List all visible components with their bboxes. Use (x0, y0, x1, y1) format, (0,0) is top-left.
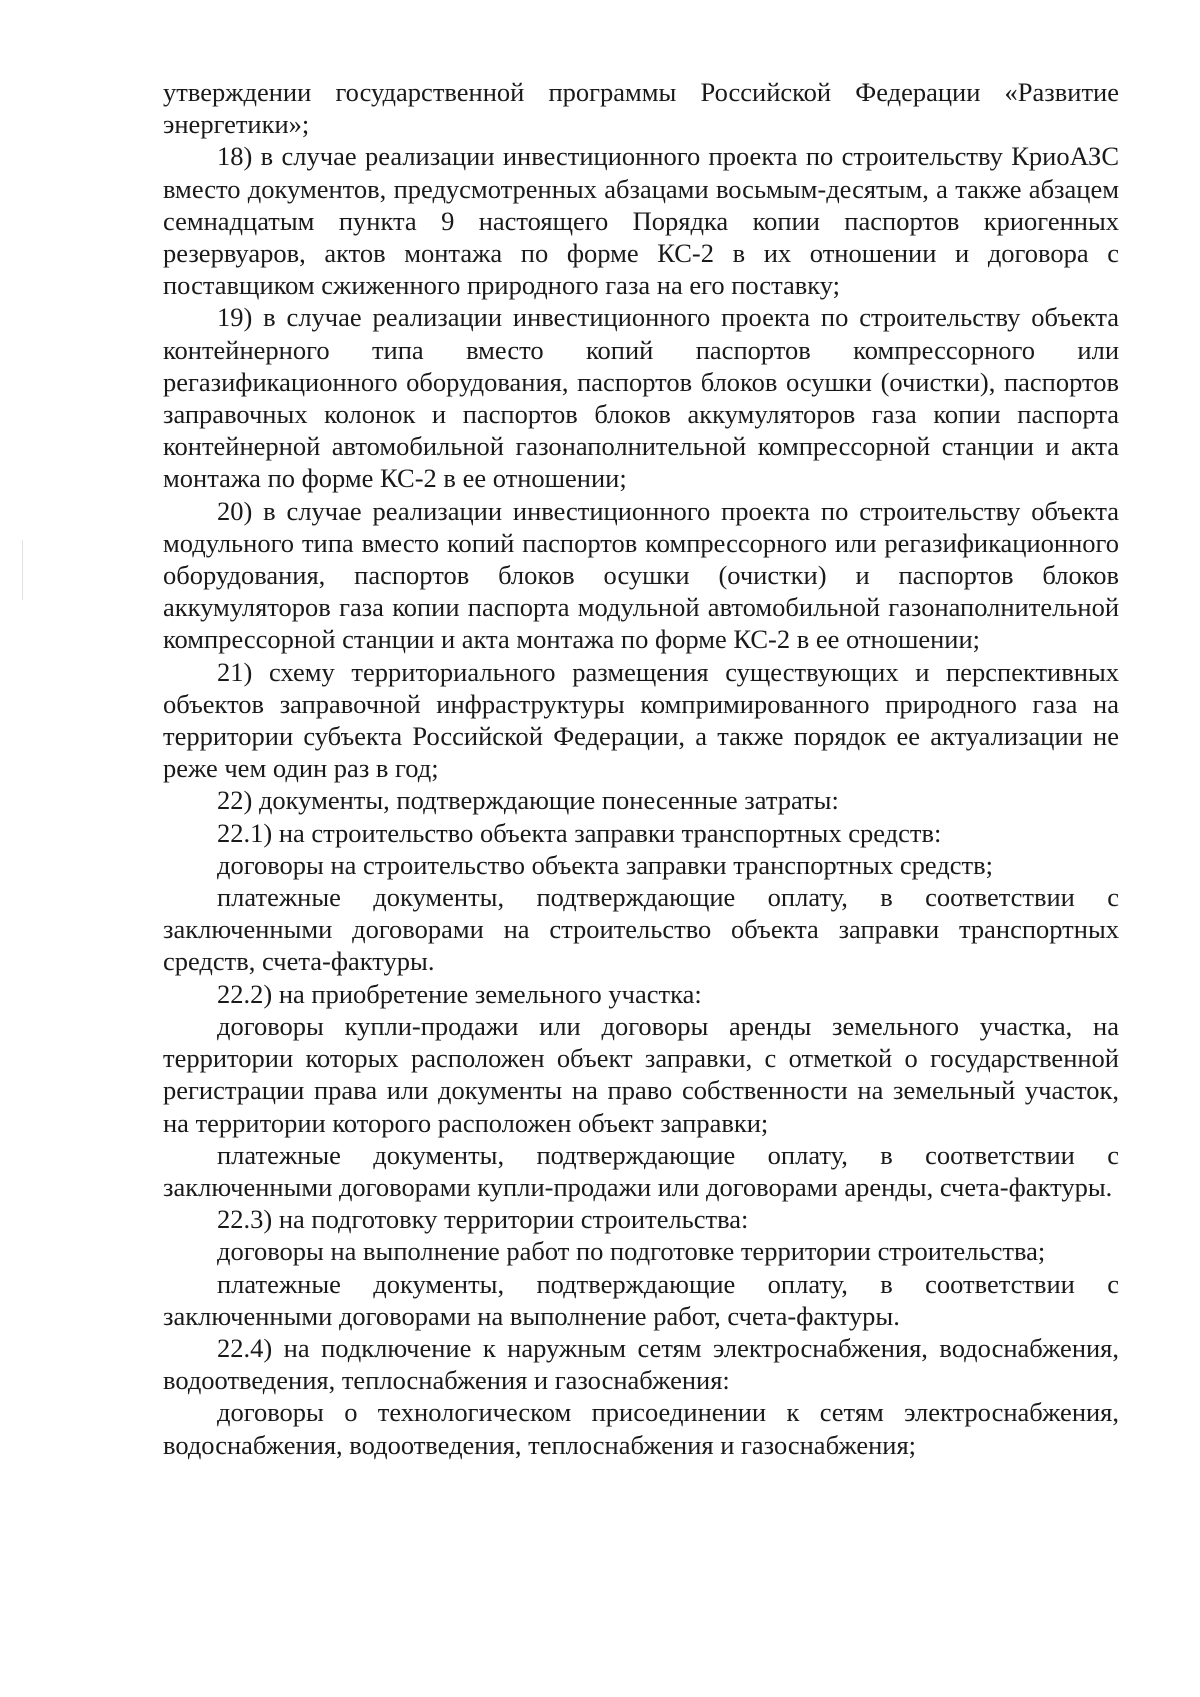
paragraph-item-22: 22) документы, подтверждающие понесенные затраты: (217, 785, 839, 816)
paragraph-item-18: 18) в случае реализации инвестиционного проекта по строительству КриоАЗС вместо документов, предусмотренных абзацами восьмым-десятым, а также абзацем семнадцатым пункта 9 настоящего Порядка копии паспортов криогенных резервуаров, актов монтажа по форме КС-2 в их отношении и договора с поставщиком сжиженного природного газа на его поставку; (163, 141, 1119, 301)
paragraph-item-22-4: 22.4) на подключение к наружным сетям электроснабжения, водоснабжения, водоотведения, теплоснабжения и газоснабжения: (163, 1332, 1119, 1396)
paragraph-item-19: 19) в случае реализации инвестиционного проекта по строительству объекта контейнерного типа вместо копий паспортов компрессорного или регазификационного оборудования, паспортов блоков осушки (очистки), паспортов заправочных колонок и паспортов блоков аккумуляторов газа копии паспорта контейнерной автомобильной газонаполнительной компрессорной станции и акта монтажа по форме КС-2 в ее отношении; (163, 302, 1119, 494)
paragraph-contracts-utilities: договоры о технологическом присоединении к сетям электроснабжения, водоснабжения, водоотведения, теплоснабжения и газоснабжения; (163, 1397, 1119, 1460)
paragraph-contracts-land: договоры купли-продажи или договоры аренды земельного участка, на территории которых расположен объект заправки, с отметкой о государственной регистрации права или документы на право собственности на земельный участок, на территории которого расположен объект заправки; (163, 1010, 1119, 1138)
paragraph-item-22-1: 22.1) на строительство объекта заправки транспортных средств: (217, 817, 942, 848)
paragraph-contracts-site-preparation: договоры на выполнение работ по подготовке территории строительства; (217, 1236, 1046, 1267)
paragraph-item-22-3: 22.3) на подготовку территории строительства: (217, 1204, 749, 1235)
paragraph-payments-site-preparation: платежные документы, подтверждающие оплату, в соответствии с заключенными договорами на выполнение работ, счета-фактуры. (163, 1268, 1119, 1331)
paragraph-payments-construction: платежные документы, подтверждающие оплату, в соответствии с заключенными договорами на строительство объекта заправки транспортных средств, счета-фактуры. (163, 882, 1119, 977)
paragraph-item-22-2: 22.2) на приобретение земельного участка: (217, 978, 702, 1009)
paragraph-continuation: утверждении государственной программы Российской Федерации «Развитие энергетики»; (163, 77, 1119, 140)
paragraph-item-21: 21) схему территориального размещения существующих и перспективных объектов заправочной инфраструктуры компримированного природного газа на территории субъекта Российской Федерации, а также порядок ее актуализации не реже чем один раз в год; (163, 656, 1119, 784)
document-body (163, 76, 1119, 1461)
scan-margin-mark (22, 540, 23, 600)
paragraph-item-20: 20) в случае реализации инвестиционного проекта по строительству объекта модульного типа вместо копий паспортов компрессорного или регазификационного оборудования, паспортов блоков осушки (очистки) и паспортов блоков аккумуляторов газа копии паспорта модульной автомобильной газонаполнительной компрессорной станции и акта монтажа по форме КС-2 в ее отношении; (163, 495, 1119, 655)
paragraph-payments-land: платежные документы, подтверждающие оплату, в соответствии с заключенными договорами купли-продажи или договорами аренды, счета-фактуры. (163, 1139, 1119, 1202)
paragraph-contracts-construction: договоры на строительство объекта заправки транспортных средств; (217, 849, 993, 880)
